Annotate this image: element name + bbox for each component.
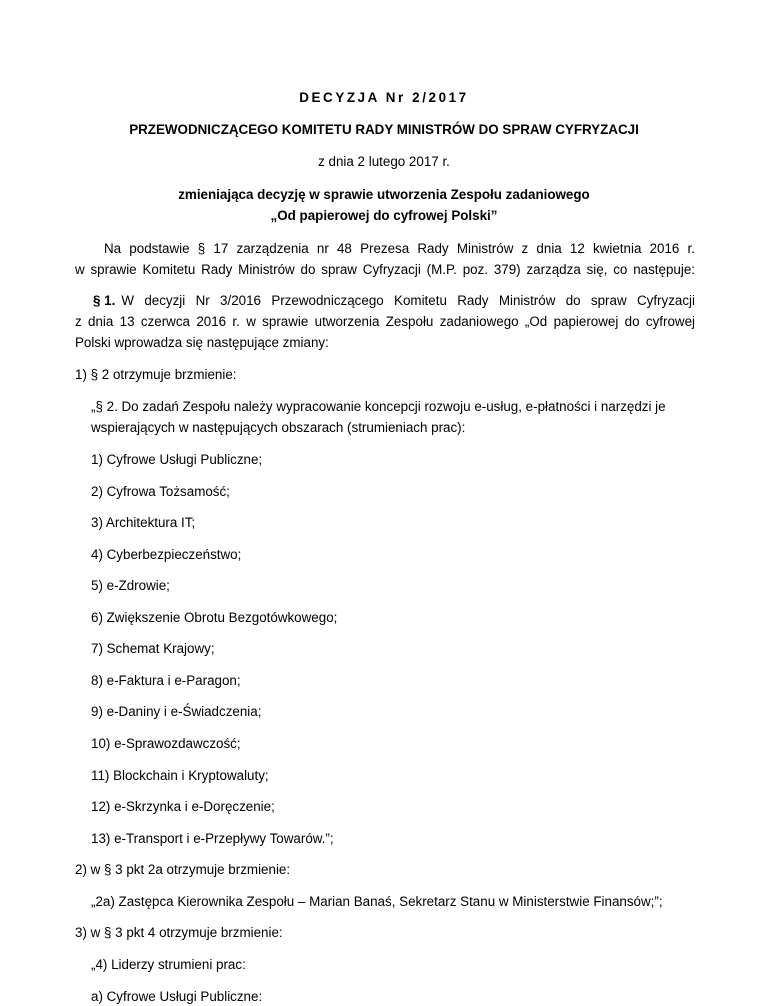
subject-line-2: „Od papierowej do cyfrowej Polski” xyxy=(270,208,498,223)
preamble-line-1: Na podstawie § 17 zarządzenia nr 48 Prezesa Rady Ministrów z dnia 12 kwietnia 2016 r. xyxy=(104,241,695,256)
list-item: 7) Schemat Krajowy; xyxy=(91,641,215,656)
list-item: 12) e-Skrzynka i e-Doręczenie; xyxy=(91,799,275,814)
list-item: 10) e-Sprawozdawczość; xyxy=(91,736,241,751)
section-1-mark: § 1. xyxy=(93,293,116,308)
change-1-header: 1) § 2 otrzymuje brzmienie: xyxy=(75,367,237,382)
section-1-text: W decyzji Nr 3/2016 Przewodniczącego Komitetu Rady Ministrów do spraw Cyfryzacji xyxy=(121,293,695,308)
list-item: 11) Blockchain i Kryptowaluty; xyxy=(91,768,269,783)
list-item: 8) e-Faktura i e-Paragon; xyxy=(91,673,241,688)
change-2-header: 2) w § 3 pkt 2a otrzymuje brzmienie: xyxy=(75,862,291,877)
list-item: 5) e-Zdrowie; xyxy=(91,578,170,593)
list-item: 4) Cyberbezpieczeństwo; xyxy=(91,547,242,562)
quote-3: „4) Liderzy strumieni prac: xyxy=(91,957,246,972)
change-3-header: 3) w § 3 pkt 4 otrzymuje brzmienie: xyxy=(75,925,283,940)
preamble-line-2: w sprawie Komitetu Rady Ministrów do spraw Cyfryzacji (M.P. poz. 379) zarządza się, co następuje: xyxy=(75,262,695,277)
section-1-line-1 xyxy=(93,292,695,310)
quote-2: „2a) Zastępca Kierownika Zespołu – Marian Banaś, Sekretarz Stanu w Ministerstwie Finansów;”; xyxy=(91,894,663,909)
list-item: 2) Cyfrowa Tożsamość; xyxy=(91,484,230,499)
issuer-title: PRZEWODNICZĄCEGO KOMITETU RADY MINISTRÓW DO SPRAW CYFRYZACJI xyxy=(129,122,639,137)
section-1-line-2: z dnia 13 czerwca 2016 r. w sprawie utworzenia Zespołu zadaniowego „Od papierowej do cyfrowej xyxy=(75,314,695,329)
list-item: 6) Zwiększenie Obrotu Bezgotówkowego; xyxy=(91,610,338,625)
list-item: 3) Architektura IT; xyxy=(91,515,196,530)
list-item: 1) Cyfrowe Usługi Publiczne; xyxy=(91,452,263,467)
quote-3-item-a: a) Cyfrowe Usługi Publiczne: xyxy=(91,989,263,1004)
section-1-line-3: Polski wprowadza się następujące zmiany: xyxy=(75,335,329,350)
list-item: 9) e-Daniny i e-Świadczenia; xyxy=(91,704,262,719)
quote-1-line-2: wspierających w następujących obszarach (strumieniach prac): xyxy=(91,420,466,435)
decision-heading: DECYZJA Nr 2/2017 xyxy=(299,90,469,105)
subject-line-1: zmieniająca decyzję w sprawie utworzenia Zespołu zadaniowego xyxy=(178,187,590,202)
decision-date: z dnia 2 lutego 2017 r. xyxy=(318,154,450,169)
list-item: 13) e-Transport i e-Przepływy Towarów.”; xyxy=(91,831,334,846)
quote-1-line-1: „§ 2. Do zadań Zespołu należy wypracowanie koncepcji rozwoju e-usług, e-płatności i narzędzi je xyxy=(91,399,666,414)
